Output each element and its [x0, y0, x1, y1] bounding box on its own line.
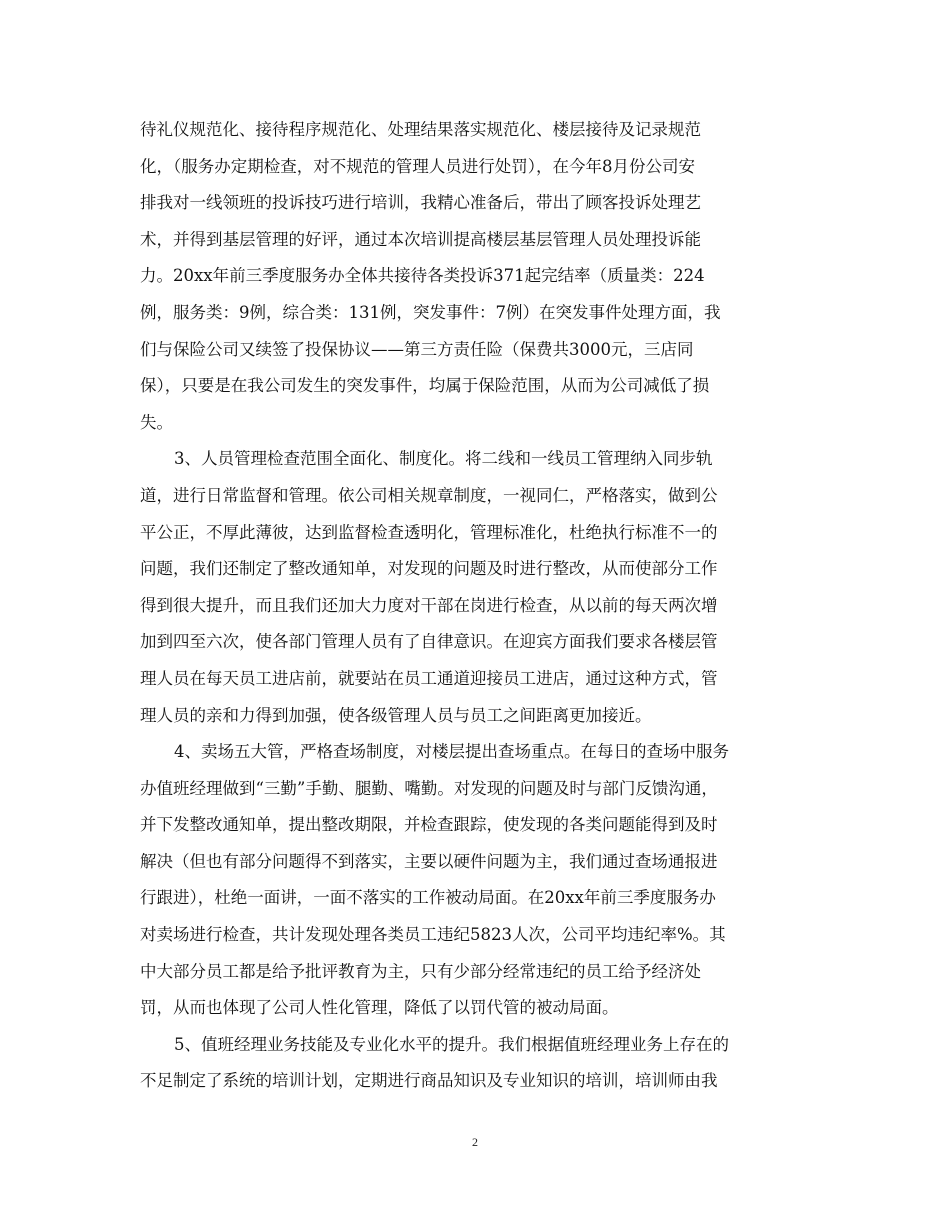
- body-text: [140, 112, 812, 1100]
- text-line: 保），只要是在我公司发生的突发事件，均属于保险范围，从而为公司减低了损: [140, 376, 710, 396]
- text-line: 化，（服务办定期检查，对不规范的管理人员进行处罚），在今年8月份公司安: [140, 156, 695, 176]
- text-line: 力。20xx年前三季度服务办全体共接待各类投诉371起完结率（质量类：224: [140, 266, 705, 286]
- text-line: 术，并得到基层管理的好评，通过本次培训提高楼层基层管理人员处理投诉能: [140, 229, 701, 249]
- text-line: 中大部分员工都是给予批评教育为主，只有少部分经常违纪的员工给予经济处: [140, 961, 701, 981]
- text-line: 们与保险公司又续签了投保协议——第三方责任险（保费共3000元，三店同: [140, 339, 694, 359]
- text-line: 失。: [140, 412, 173, 432]
- paragraph-first-line: 3、人员管理检查范围全面化、制度化。将二线和一线员工管理纳入同步轨: [174, 449, 713, 469]
- text-line: 得到很大提升，而且我们还加大力度对干部在岗进行检查，从以前的每天两次增: [140, 595, 718, 615]
- text-line: 平公正，不厚此薄彼，达到监督检查透明化，管理标准化，杜绝执行标准不一的: [140, 522, 718, 542]
- text-line: 并下发整改通知单，提出整改期限，并检查跟踪，使发现的各类问题能得到及时: [140, 815, 718, 835]
- text-line: 罚，从而也体现了公司人性化管理，降低了以罚代管的被动局面。: [140, 998, 619, 1018]
- paragraph-first-line: 4、卖场五大管，严格查场制度，对楼层提出查场重点。在每日的查场中服务: [174, 742, 729, 762]
- text-line: 问题，我们还制定了整改通知单，对发现的问题及时进行整改，从而使部分工作: [140, 559, 718, 579]
- text-line: 解决（但也有部分问题得不到落实，主要以硬件问题为主，我们通过查场通报进: [140, 851, 718, 871]
- text-line: 理人员的亲和力得到加强，使各级管理人员与员工之间距离更加接近。: [140, 705, 652, 725]
- text-line: 加到四至六次，使各部门管理人员有了自律意识。在迎宾方面我们要求各楼层管: [140, 632, 718, 652]
- page-number: 2: [472, 1135, 478, 1149]
- text-line: 办值班经理做到“三勤”手勤、腿勤、嘴勤。对发现的问题及时与部门反馈沟通，: [140, 778, 718, 798]
- text-line: 理人员在每天员工进店前，就要站在员工通道迎接员工进店，通过这种方式，管: [140, 668, 718, 688]
- text-line: 排我对一线领班的投诉技巧进行培训，我精心准备后，带出了顾客投诉处理艺: [140, 193, 701, 213]
- text-line: 待礼仪规范化、接待程序规范化、处理结果落实规范化、楼层接待及记录规范: [140, 120, 701, 139]
- text-line: 对卖场进行检查，共计发现处理各类员工违纪5823人次，公司平均违纪率%。其: [140, 925, 726, 945]
- text-line: 不足制定了系统的培训计划，定期进行商品知识及专业知识的培训，培训师由我: [140, 1071, 718, 1091]
- text-line: 例，服务类：9例，综合类：131例，突发事件：7例）在突发事件处理方面，我: [140, 302, 721, 322]
- text-line: 道，进行日常监督和管理。依公司相关规章制度，一视同仁，严格落实，做到公: [140, 485, 718, 505]
- text-line: 行跟进），杜绝一面讲，一面不落实的工作被动局面。在20xx年前三季度服务办: [140, 888, 716, 908]
- paragraph-first-line: 5、值班经理业务技能及专业化水平的提升。我们根据值班经理业务上存在的: [174, 1034, 729, 1054]
